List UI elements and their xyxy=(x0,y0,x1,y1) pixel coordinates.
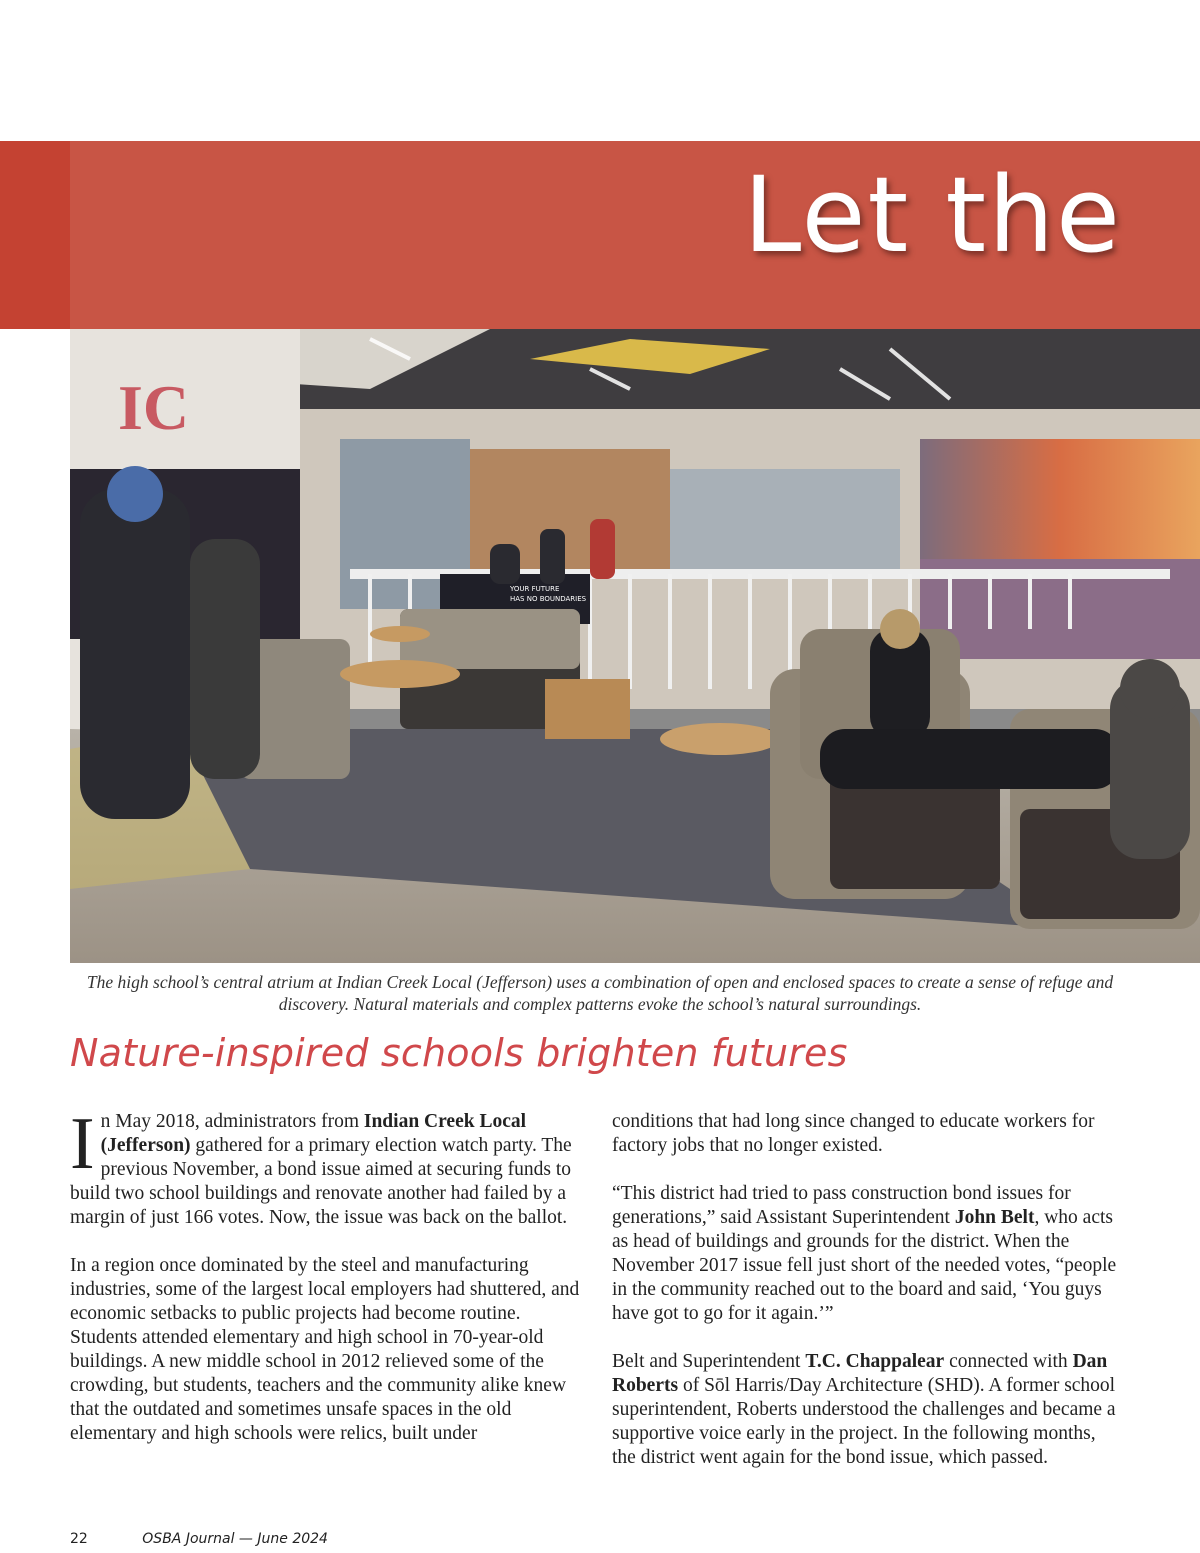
left-paragraph-1: In May 2018, administrators from Indian Creek Local (Jefferson) gathered for a primary election watch party. The previous November, a bond issue aimed at securing funds to build two school buildings and renovate another had failed by a margin of just 166 votes. Now, the issue was back on the ballot. xyxy=(70,1103,572,1228)
person-standing xyxy=(80,489,190,819)
atrium-photo xyxy=(70,329,1200,963)
banner-title: Let the xyxy=(743,154,1122,276)
person-dan-roberts: Dan Roberts xyxy=(612,1351,1108,1396)
ic-logo: IC xyxy=(118,372,190,443)
right-paragraph-3: Belt and Superintendent T.C. Chappalear connected with Dan Roberts of Sōl Harris/Day Architecture (SHD). A former school superintendent, Roberts understood the challenges and became a supportive voice early in the project. In the following months, the district went again for the bond issue, which passed. xyxy=(612,1351,1116,1468)
entity-indian-creek: Indian Creek Local (Jefferson) xyxy=(100,1111,527,1156)
person-john-belt: John Belt xyxy=(954,1207,1035,1228)
drop-cap: I xyxy=(70,1103,95,1185)
svg-text:HAS NO BOUNDARIES: HAS NO BOUNDARIES xyxy=(510,595,587,603)
svg-text:YOUR FUTURE: YOUR FUTURE xyxy=(510,585,560,593)
left-column xyxy=(70,1103,580,1470)
publication-name: OSBA Journal — June 2024 xyxy=(142,1531,328,1547)
left-paragraph-2: In a region once dominated by the steel and manufacturing industries, some of the largest local employers had shuttered, and economic setbacks to public projects had become routine. Students attended elementary and high school in 70-year-old buildings. A new middle school in 2012 relieved some of the crowding, but students, teachers and the community alike knew that the outdated and sometimes unsafe spaces in the old elementary and high schools were relics, built under xyxy=(70,1255,580,1444)
right-paragraph-2: “This district had tried to pass construction bond issues for generations,” said Assistant Superintendent John Belt, who acts as head of buildings and grounds for the district. When the November 2017 issue fell just short of the needed votes, “people in the community reached out to the board and said, ‘You guys have got to go for it again.’” xyxy=(612,1183,1117,1324)
article-headline: Nature-inspired schools brighten futures xyxy=(70,1031,848,1075)
photo-caption: The high school’s central atrium at Indian Creek Local (Jefferson) uses a combination of open and enclosed spaces to create a sense of refuge and discovery. Natural materials and complex patterns evoke the school’s natural surroundings. xyxy=(86,972,1114,1014)
right-column xyxy=(612,1110,1122,1494)
right-paragraph-1: conditions that had long since changed to educate workers for factory jobs that no longer existed. xyxy=(612,1111,1095,1156)
page-number: 22 xyxy=(70,1531,88,1547)
person-tc-chappalear: T.C. Chappalear xyxy=(805,1351,945,1372)
banner-edge-strip xyxy=(0,141,70,329)
wood-cube xyxy=(545,679,630,739)
round-table xyxy=(340,660,460,688)
page-footer xyxy=(70,1531,328,1547)
